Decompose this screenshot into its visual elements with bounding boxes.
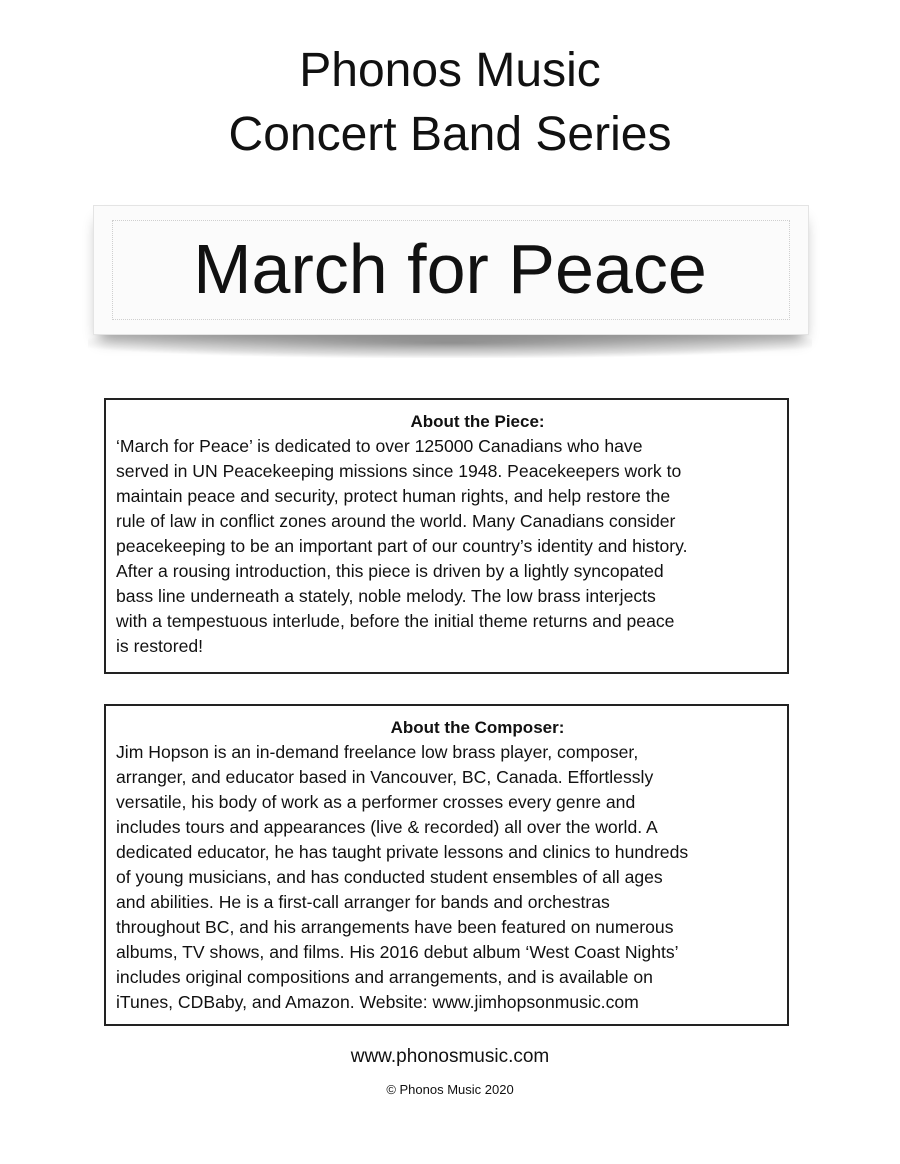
footer-copyright: © Phonos Music 2020 xyxy=(386,1082,514,1097)
series-title-line2: Concert Band Series xyxy=(228,108,672,161)
piece-title: March for Peace xyxy=(193,230,707,308)
about-composer-box xyxy=(104,704,789,1026)
about-piece-heading: About the Piece: xyxy=(410,412,545,431)
about-composer-text: Jim Hopson is an in-demand freelance low brass player, composer, arranger, and educator based in Vancouver, BC, Canada. Effortlessly versatile, his body of work as a performer crosses every genre and includes tours and appearances (live & recorded) all over the world. A dedicated educator, he has taught private lessons and clinics to hundreds of young musicians, and has conducted student ensembles of all ages and abilities. He is a first-call arranger for bands and orchestras throughout BC, and his arrangements have been featured on numerous albums, TV shows, and films. His 2016 debut album ‘West Coast Nights’ includes original compositions and arrangements, and is available on iTunes, CDBaby, and Amazon. Website: www.jimhopsonmusic.com xyxy=(116,742,689,1012)
footer-website: www.phonosmusic.com xyxy=(350,1046,550,1067)
series-title-line1: Phonos Music xyxy=(299,44,601,97)
about-composer-heading: About the Composer: xyxy=(390,718,565,737)
about-piece-box xyxy=(104,398,789,674)
about-piece-text: ‘March for Peace’ is dedicated to over 125000 Canadians who have served in UN Peacekeeping missions since 1948. Peacekeepers work to maintain peace and security, protect human rights, and help restore the rule of law in conflict zones around the world. Many Canadians consider peacekeeping to be an important part of our country’s identity and history. After a rousing introduction, this piece is driven by a lightly syncopated bass line underneath a stately, noble melody. The low brass interjects with a tempestuous interlude, before the initial theme returns and peace is restored! xyxy=(116,436,688,656)
